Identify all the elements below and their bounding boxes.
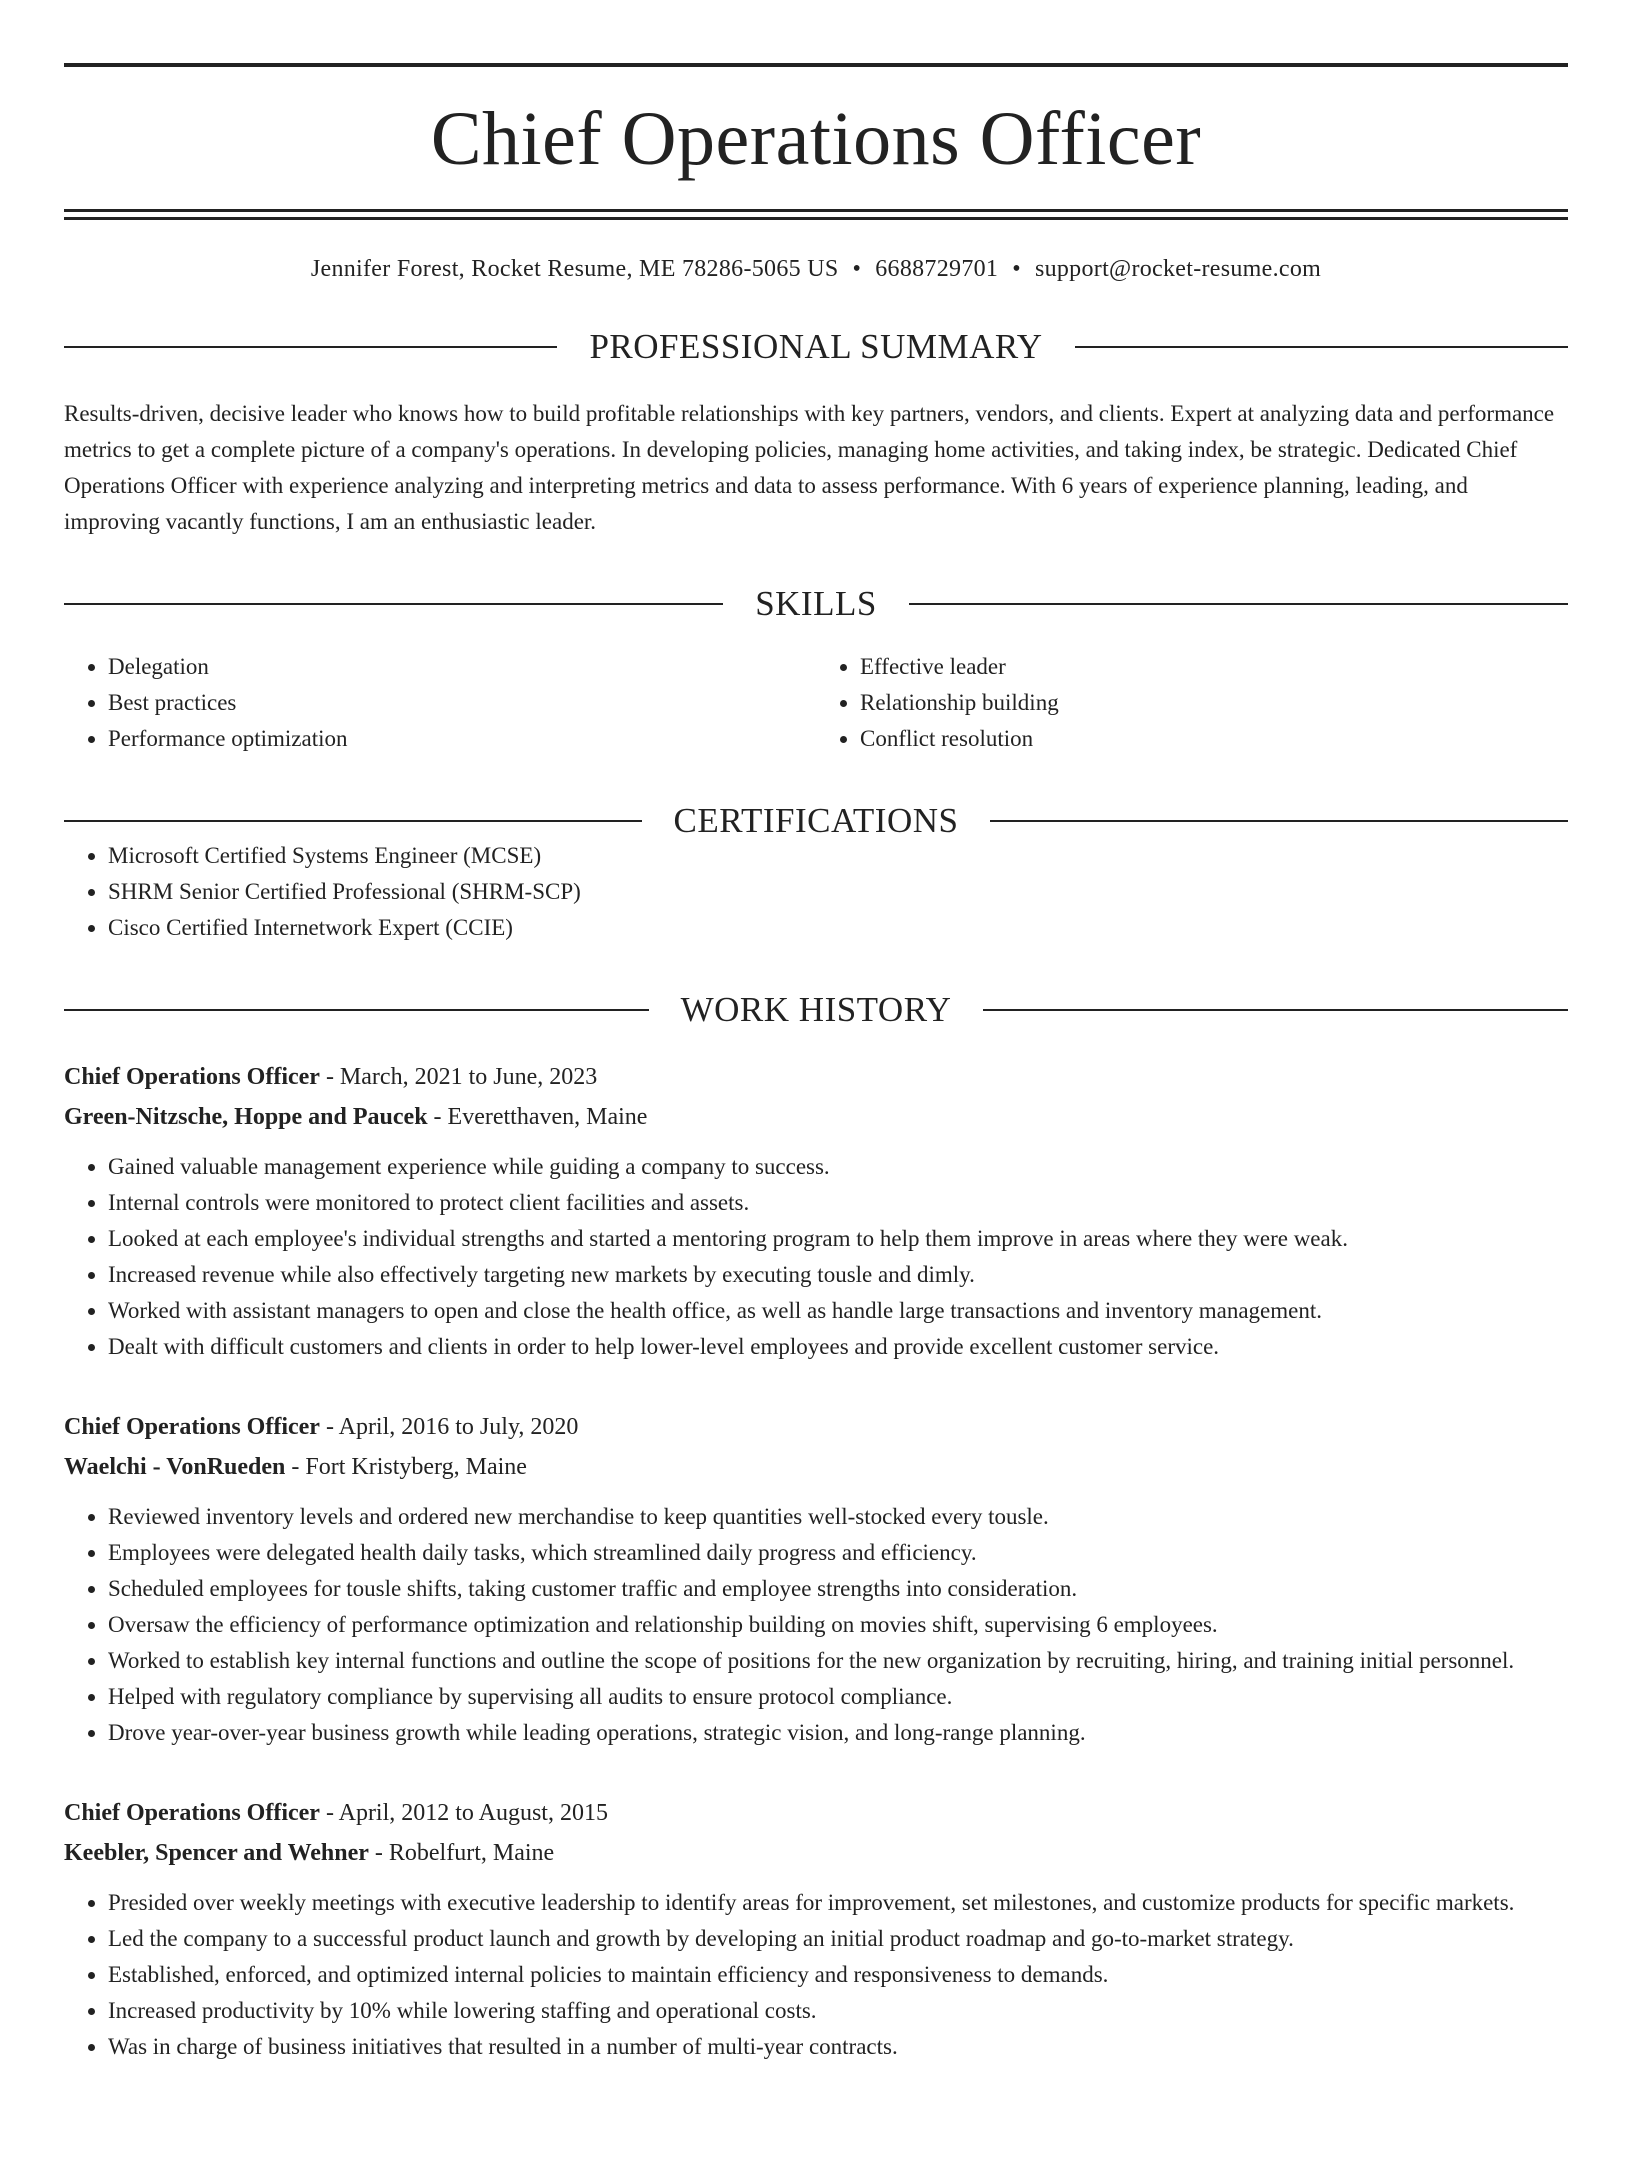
skills-column-right <box>816 649 1568 757</box>
job-bullets <box>64 1149 1568 1365</box>
section-rule-left <box>64 820 642 822</box>
title-double-rule <box>64 209 1568 220</box>
contact-phone: 6688729701 <box>875 256 999 282</box>
job-title: Chief Operations Officer <box>64 1064 320 1090</box>
job-title-line <box>64 1793 1568 1833</box>
job-bullet: • Was in charge of business initiatives that resulted in a number of multi-year contracts. <box>108 2029 1568 2065</box>
job-company-line <box>64 1097 1568 1137</box>
skills-column-left <box>64 649 816 757</box>
section-rule-left <box>64 1009 649 1011</box>
certifications-list <box>64 838 1568 946</box>
job-location: - Fort Kristyberg, Maine <box>285 1454 527 1480</box>
skill-item: • Performance optimization <box>108 721 816 757</box>
contact-address: Jennifer Forest, Rocket Resume, ME 78286-5065 US <box>310 256 839 282</box>
section-rule-left <box>64 603 723 605</box>
job-location: - Everetthaven, Maine <box>427 1104 648 1130</box>
job-title-line <box>64 1407 1568 1447</box>
job-bullet: • Increased revenue while also effectively targeting new markets by executing tousle and dimly. <box>108 1257 1568 1293</box>
section-title-certifications: CERTIFICATIONS <box>673 801 959 840</box>
section-title-work: WORK HISTORY <box>680 990 952 1029</box>
section-rule-right <box>1075 346 1568 348</box>
skill-item: • Delegation <box>108 649 816 685</box>
job-company-line <box>64 1833 1568 1873</box>
contact-email: support@rocket-resume.com <box>1034 256 1322 282</box>
skill-item: • Relationship building <box>860 685 1568 721</box>
job-title-line <box>64 1057 1568 1097</box>
job-company: Green-Nitzsche, Hoppe and Paucek <box>64 1104 428 1130</box>
job-entry <box>64 1407 1568 1751</box>
job-entry <box>64 1057 1568 1365</box>
job-bullet: • Presided over weekly meetings with executive leadership to identify areas for improvement, set milestones, and customize products for specific markets. <box>108 1885 1568 1921</box>
top-rule <box>64 63 1568 67</box>
job-company: Waelchi - VonRueden <box>64 1454 286 1480</box>
section-rule-right <box>983 1009 1568 1011</box>
skill-item: • Conflict resolution <box>860 721 1568 757</box>
contact-separator: • <box>1012 256 1021 282</box>
certification-item: • Cisco Certified Internetwork Expert (CCIE) <box>108 910 1568 946</box>
job-bullet: • Scheduled employees for tousle shifts, taking customer traffic and employee strengths into consideration. <box>108 1571 1568 1607</box>
job-bullet: • Worked with assistant managers to open and close the health office, as well as handle large transactions and inventory management. <box>108 1293 1568 1329</box>
job-bullets <box>64 1885 1568 2065</box>
section-rule-left <box>64 346 557 348</box>
job-bullet: • Led the company to a successful product launch and growth by developing an initial product roadmap and go-to-market strategy. <box>108 1921 1568 1957</box>
job-bullet: • Gained valuable management experience while guiding a company to success. <box>108 1149 1568 1185</box>
job-bullet: • Worked to establish key internal functions and outline the scope of positions for the new organization by recruiting, hiring, and training initial personnel. <box>108 1643 1568 1679</box>
job-bullet: • Dealt with difficult customers and clients in order to help lower-level employees and provide excellent customer service. <box>108 1329 1568 1365</box>
resume-page <box>0 63 1632 2175</box>
job-bullet: • Established, enforced, and optimized internal policies to maintain efficiency and responsiveness to demands. <box>108 1957 1568 1993</box>
section-header-skills <box>64 586 1568 621</box>
job-dates: - April, 2016 to July, 2020 <box>319 1414 579 1440</box>
section-header-summary <box>64 329 1568 364</box>
job-bullet: • Looked at each employee's individual strengths and started a mentoring program to help them improve in areas where they were weak. <box>108 1221 1568 1257</box>
job-company: Keebler, Spencer and Wehner <box>64 1840 369 1866</box>
skill-item: • Best practices <box>108 685 816 721</box>
job-location: - Robelfurt, Maine <box>368 1840 555 1866</box>
job-bullet: • Internal controls were monitored to protect client facilities and assets. <box>108 1185 1568 1221</box>
section-rule-right <box>990 820 1568 822</box>
job-company-line <box>64 1447 1568 1487</box>
job-dates: - March, 2021 to June, 2023 <box>319 1064 598 1090</box>
section-title-skills: SKILLS <box>755 584 877 623</box>
job-title: Chief Operations Officer <box>64 1800 320 1826</box>
job-dates: - April, 2012 to August, 2015 <box>319 1800 608 1826</box>
section-header-certifications <box>64 803 1568 838</box>
skills-list <box>64 649 1568 757</box>
job-entry <box>64 1793 1568 2065</box>
job-bullet: • Employees were delegated health daily tasks, which streamlined daily progress and efficiency. <box>108 1535 1568 1571</box>
job-title: Chief Operations Officer <box>64 1414 320 1440</box>
job-bullet: • Drove year-over-year business growth while leading operations, strategic vision, and long-range planning. <box>108 1715 1568 1751</box>
certification-item: • Microsoft Certified Systems Engineer (MCSE) <box>108 838 1568 874</box>
summary-text: Results-driven, decisive leader who knows how to build profitable relationships with key partners, vendors, and clients. Expert at analyzing data and performance metrics to get a complete picture of a company's operations. In developing policies, managing home activities, and taking index, be strategic. Dedicated Chief Operations Officer with experience analyzing and interpreting metrics and data to assess performance. With 6 years of experience planning, leading, and improving vacantly functions, I am an enthusiastic leader. <box>64 401 1555 534</box>
section-header-work <box>64 992 1568 1027</box>
job-bullet: • Reviewed inventory levels and ordered new merchandise to keep quantities well-stocked every tousle. <box>108 1499 1568 1535</box>
contact-line <box>64 256 1568 283</box>
job-bullets <box>64 1499 1568 1751</box>
job-bullet: • Helped with regulatory compliance by supervising all audits to ensure protocol compliance. <box>108 1679 1568 1715</box>
resume-title: Chief Operations Officer <box>430 97 1202 181</box>
contact-separator: • <box>852 256 862 282</box>
skill-item: • Effective leader <box>860 649 1568 685</box>
job-bullet: • Oversaw the efficiency of performance optimization and relationship building on movies shift, supervising 6 employees. <box>108 1607 1568 1643</box>
job-bullet: • Increased productivity by 10% while lowering staffing and operational costs. <box>108 1993 1568 2029</box>
section-title-summary: PROFESSIONAL SUMMARY <box>589 327 1043 366</box>
certification-item: • SHRM Senior Certified Professional (SHRM-SCP) <box>108 874 1568 910</box>
section-rule-right <box>909 603 1568 605</box>
